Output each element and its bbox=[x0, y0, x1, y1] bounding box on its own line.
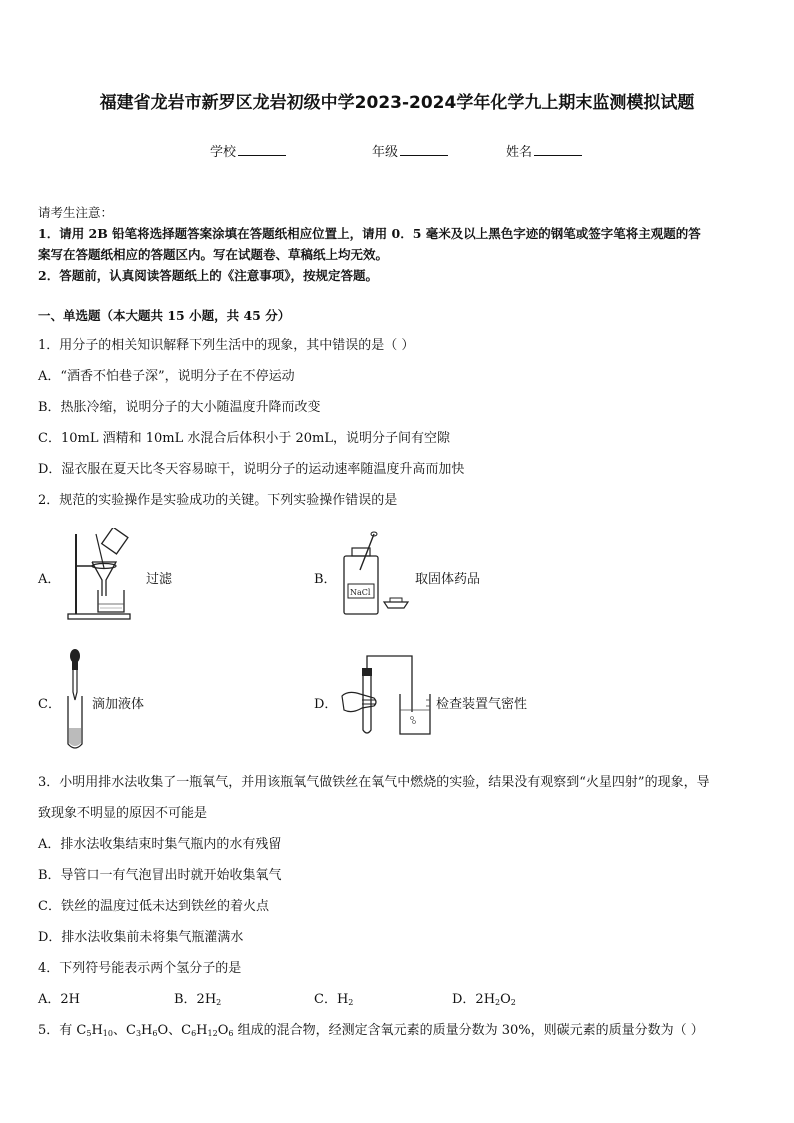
q3-option-c: C．铁丝的温度过低未达到铁丝的着火点 bbox=[38, 899, 269, 914]
q4-stem: 4．下列符号能表示两个氢分子的是 bbox=[38, 961, 242, 976]
q3-stem-line2: 致现象不明显的原因不可能是 bbox=[38, 806, 208, 821]
name-blank bbox=[534, 143, 582, 156]
q1-option-a: A．“酒香不怕巷子深”，说明分子在不停运动 bbox=[38, 369, 295, 384]
q1-option-d: D．湿衣服在夏天比冬天容易晾干，说明分子的运动速率随温度升高而加快 bbox=[38, 462, 465, 477]
notice-item2: 2．答题前，认真阅读答题纸上的《注意事项》，按规定答题。 bbox=[38, 268, 378, 283]
q2-option-c-text: 滴加液体 bbox=[92, 697, 145, 712]
solid-reagent-figure bbox=[340, 530, 414, 620]
q2-option-c-letter: C． bbox=[38, 697, 61, 712]
notice-heading: 请考生注意： bbox=[38, 205, 114, 220]
name-field bbox=[506, 141, 582, 160]
q3-option-a: A．排水法收集结束时集气瓶内的水有残留 bbox=[38, 837, 282, 852]
q3-option-d: D．排水法收集前未将集气瓶灌满水 bbox=[38, 930, 244, 945]
q2-option-d-text: 检查装置气密性 bbox=[436, 697, 528, 712]
q2-option-d-letter: D． bbox=[314, 697, 338, 712]
airtightness-figure bbox=[338, 652, 436, 740]
q3-stem-line1: 3．小明用排水法收集了一瓶氧气，并用该瓶氧气做铁丝在氧气中燃烧的实验，结果没有观察到“火星四射”的现象，导 bbox=[38, 775, 710, 790]
grade-label: 年级 bbox=[372, 145, 399, 160]
dropper-figure bbox=[62, 648, 88, 754]
filtration-figure bbox=[66, 528, 144, 622]
grade-blank bbox=[400, 143, 448, 156]
nacl-label: NaCl bbox=[350, 588, 371, 597]
q2-option-b-letter: B． bbox=[314, 572, 337, 587]
q1-option-b: B．热胀冷缩，说明分子的大小随温度升降而改变 bbox=[38, 400, 321, 415]
notice-item1-line2: 案写在答题纸相应的答题区内。写在试题卷、草稿纸上均无效。 bbox=[38, 247, 389, 262]
q4-option-b: B．$2H_2$ bbox=[174, 992, 222, 1007]
q4-option-a: A．2H bbox=[38, 992, 80, 1007]
q5-stem: 5．有 $C_5H_{10}$、$C_3H_6O$、$C_6H_{12}O_6$ 组成的混合物，经测定含氧元素的质量分数为 30%，则碳元素的质量分数为（ ） bbox=[38, 1023, 704, 1038]
q1-option-c: C．10mL 酒精和 10mL 水混合后体积小于 20mL，说明分子间有空隙 bbox=[38, 431, 450, 446]
q3-option-b: B．导管口一有气泡冒出时就开始收集氧气 bbox=[38, 868, 282, 883]
school-label: 学校 bbox=[210, 145, 237, 160]
grade-field bbox=[372, 141, 448, 160]
q1-stem: 1．用分子的相关知识解释下列生活中的现象，其中错误的是（ ） bbox=[38, 338, 415, 353]
section-heading: 一、单选题（本大题共 15 小题，共 45 分） bbox=[38, 308, 291, 323]
q2-option-a-letter: A． bbox=[38, 572, 61, 587]
q2-option-a-text: 过滤 bbox=[146, 572, 173, 587]
page-title: 福建省龙岩市新罗区龙岩初级中学2023-2024学年化学九上期末监测模拟试题 bbox=[99, 93, 695, 113]
q2-option-b-text: 取固体药品 bbox=[415, 572, 481, 587]
q4-option-c: C．$H_2$ bbox=[314, 992, 354, 1007]
notice-item1-line1: 1．请用 2B 铅笔将选择题答案涂填在答题纸相应位置上，请用 0．5 毫米及以上黑色字迹的钢笔或签字笔将主观题的答 bbox=[38, 226, 701, 241]
school-field bbox=[210, 141, 286, 160]
name-label: 姓名 bbox=[506, 145, 533, 160]
q2-stem: 2．规范的实验操作是实验成功的关键。下列实验操作错误的是 bbox=[38, 493, 398, 508]
school-blank bbox=[238, 143, 286, 156]
q4-option-d: D．$2H_2O_2$ bbox=[452, 992, 516, 1007]
